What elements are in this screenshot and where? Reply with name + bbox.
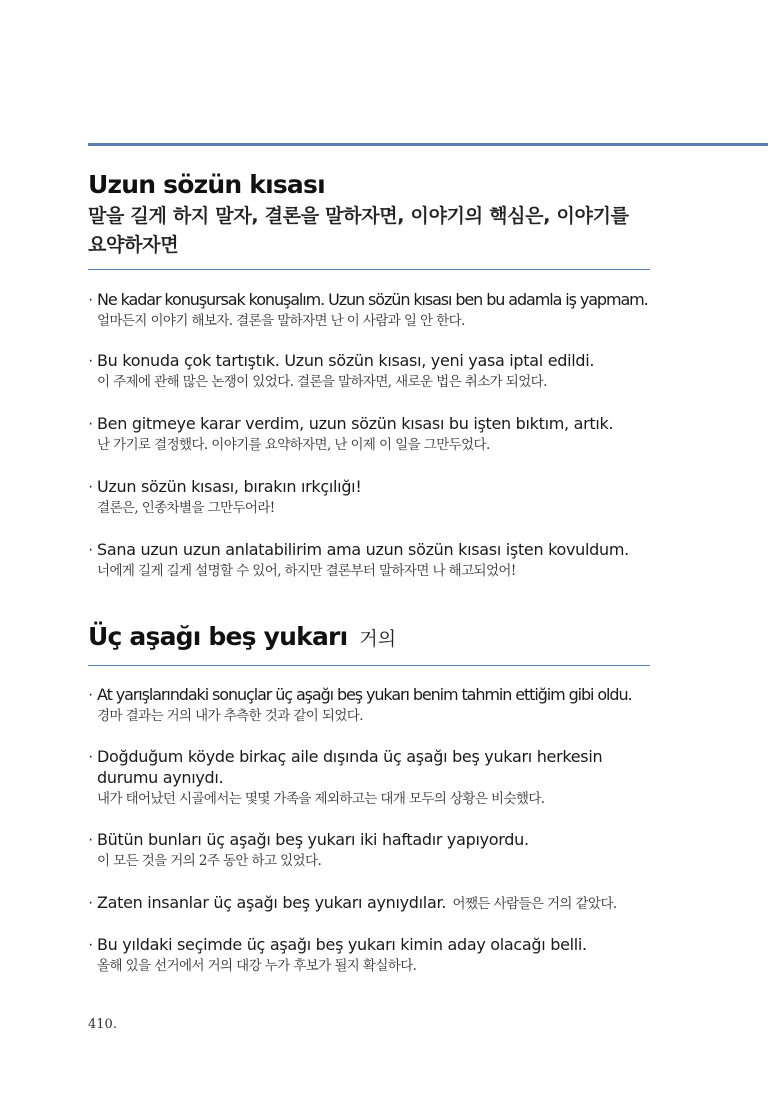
idiom-meaning: 말을 길게 하지 말자, 결론을 말하자면, 이야기의 핵심은, 이야기를 요약하자면	[88, 205, 629, 256]
korean-translation: 이 주제에 관해 많은 논쟁이 있었다. 결론을 말하자면, 새로운 법은 취소가 되었다.	[97, 374, 547, 390]
page-number: 410.	[88, 1017, 117, 1032]
turkish-sentence: Zaten insanlar üç aşağı beş yukarı aynıydılar.	[97, 893, 447, 912]
idiom-title	[88, 622, 650, 654]
korean-translation: 경마 결과는 거의 내가 추측한 것과 같이 되었다.	[97, 708, 363, 724]
bullet: ·	[88, 352, 94, 369]
idiom-title: Uzun sözün kısası	[88, 170, 325, 199]
list-item	[88, 413, 613, 455]
list-item	[88, 289, 648, 331]
korean-translation: 올해 있을 선거에서 거의 대강 누가 후보가 될지 확실하다.	[97, 958, 417, 974]
korean-translation: 이 모든 것을 거의 2주 동안 하고 있었다.	[97, 853, 322, 869]
korean-translation: 결론은, 인종차별을 그만두어라!	[97, 500, 275, 516]
turkish-sentence: Uzun sözün kısası, bırakın ırkçılığı!	[97, 477, 362, 496]
bullet: ·	[88, 291, 94, 308]
bullet: ·	[88, 748, 94, 765]
korean-translation: 얼마든지 이야기 해보자. 결론을 말하자면 난 이 사람과 일 안 한다.	[97, 313, 465, 329]
turkish-sentence: Ben gitmeye karar verdim, uzun sözün kısası bu işten bıktım, artık.	[97, 414, 614, 433]
idiom-title-text: Üç aşağı beş yukarı	[88, 622, 348, 651]
bullet: ·	[88, 936, 94, 953]
header-rule	[88, 143, 768, 146]
idiom-meaning: 거의	[359, 628, 397, 650]
list-item	[88, 934, 587, 976]
turkish-sentence: Doğduğum köyde birkaç aile dışında üç aşağı beş yukarı herkesin durumu aynıydı.	[97, 747, 603, 787]
idiom-section-2	[88, 622, 650, 654]
korean-translation: 난 가기로 결정했다. 이야기를 요약하자면, 난 이제 이 일을 그만두었다.	[97, 437, 490, 453]
section-divider	[88, 269, 650, 270]
bullet: ·	[88, 541, 94, 558]
korean-translation: 내가 태어났던 시골에서는 몇몇 가족을 제외하고는 대개 모두의 상황은 비슷했다.	[97, 791, 545, 807]
turkish-sentence: Sana uzun uzun anlatabilirim ama uzun sözün kısası işten kovuldum.	[97, 540, 629, 559]
list-item	[88, 684, 697, 726]
idiom-section-1	[88, 170, 650, 260]
list-item	[88, 350, 594, 392]
korean-translation: 어쨌든 사람들은 거의 같았다.	[452, 896, 617, 912]
bullet: ·	[88, 831, 94, 848]
section-divider	[88, 665, 650, 666]
bullet: ·	[88, 415, 94, 432]
turkish-sentence: At yarışlarındaki sonuçlar üç aşağı beş yukarı benim tahmin ettiğim gibi oldu.	[97, 685, 632, 704]
list-item	[88, 476, 361, 518]
turkish-sentence: Bütün bunları üç aşağı beş yukarı iki haftadır yapıyordu.	[97, 830, 529, 849]
turkish-sentence: Bu konuda çok tartıştık. Uzun sözün kısası, yeni yasa iptal edildi.	[97, 351, 595, 370]
list-item	[88, 746, 627, 809]
bullet: ·	[88, 894, 94, 911]
turkish-sentence: Bu yıldaki seçimde üç aşağı beş yukarı kimin aday olacağı belli.	[97, 935, 587, 954]
bullet: ·	[88, 686, 94, 703]
korean-translation: 너에게 길게 길게 설명할 수 있어, 하지만 결론부터 말하자면 나 해고되었어!	[97, 563, 516, 579]
list-item	[88, 829, 529, 871]
turkish-sentence: Ne kadar konuşursak konuşalım. Uzun sözün kısası ben bu adamla iş yapmam.	[97, 290, 648, 309]
list-item	[88, 539, 657, 581]
list-item	[88, 892, 697, 914]
bullet: ·	[88, 478, 94, 495]
